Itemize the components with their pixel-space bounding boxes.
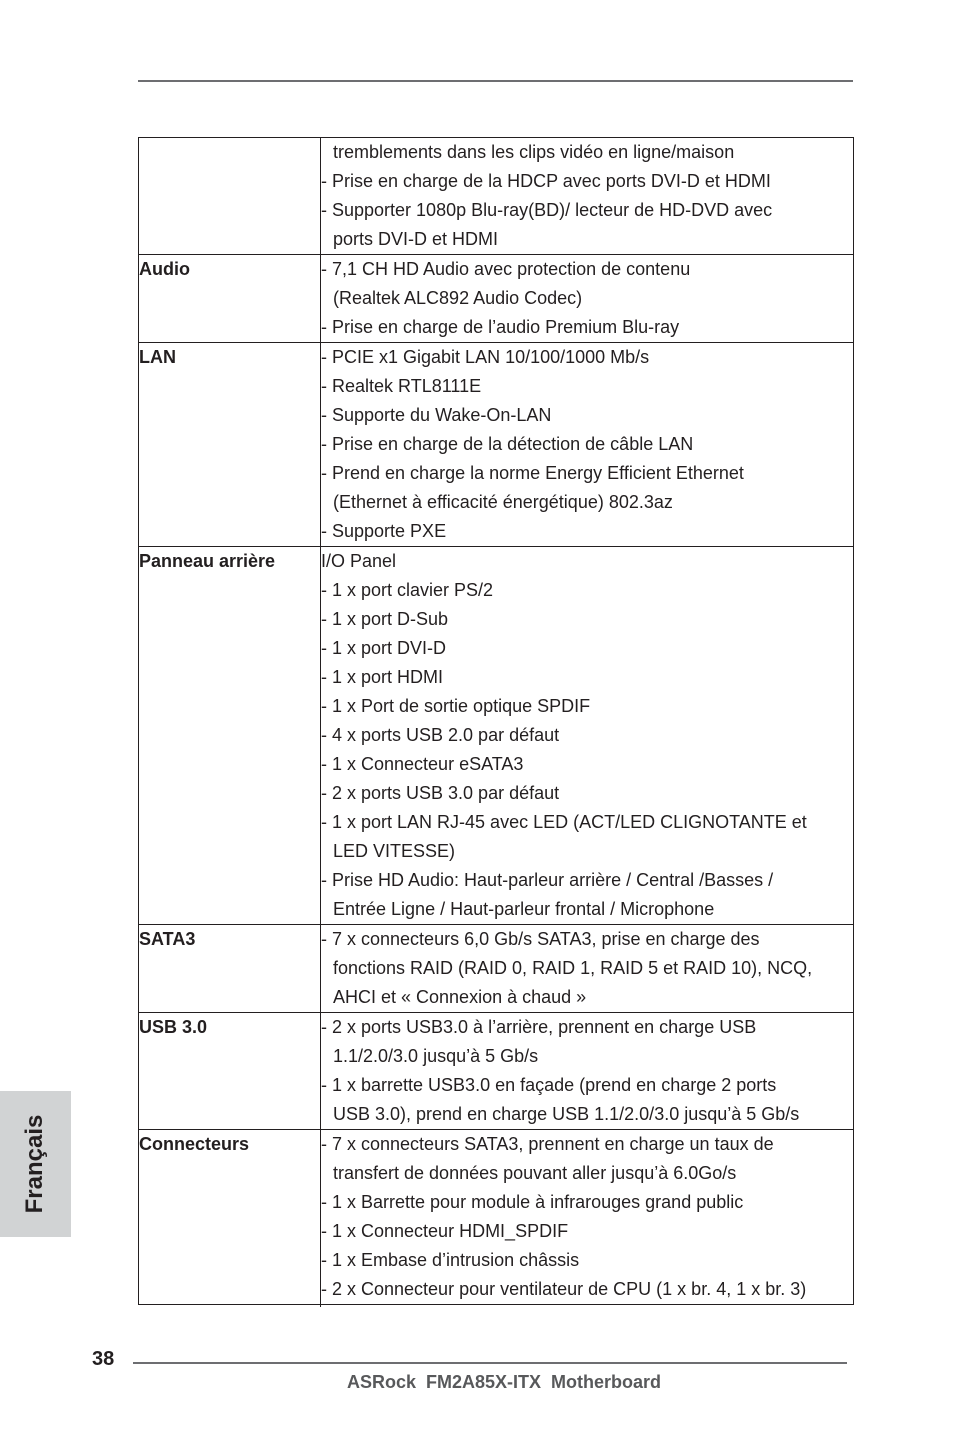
spec-line: - 1 x Port de sortie optique SPDIF <box>321 696 591 716</box>
spec-line: USB 3.0), prend en charge USB 1.1/2.0/3.0 jusqu’à 5 Gb/s <box>333 1104 800 1124</box>
spec-row-label: Panneau arrière <box>139 547 321 925</box>
footer-rule <box>133 1362 847 1364</box>
spec-line: (Realtek ALC892 Audio Codec) <box>333 288 583 308</box>
spec-line: AHCI et « Connexion à chaud » <box>333 987 587 1007</box>
spec-line: - 4 x ports USB 2.0 par défaut <box>321 725 560 745</box>
table-tail-cell <box>139 1305 321 1308</box>
spec-line: - 2 x Connecteur pour ventilateur de CPU (1 x br. 4, 1 x br. 3) <box>321 1279 807 1299</box>
header-rule <box>138 80 853 82</box>
spec-row <box>139 1130 854 1305</box>
language-tab-label: Français <box>21 1114 48 1214</box>
spec-line: - 1 x barrette USB3.0 en façade (prend en charge 2 ports <box>321 1075 777 1095</box>
spec-row <box>139 343 854 547</box>
footer-product-name: ASRock FM2A85X-ITX Motherboard <box>346 1372 662 1392</box>
spec-row-label: USB 3.0 <box>139 1013 321 1130</box>
language-tab <box>0 1091 71 1237</box>
spec-line: tremblements dans les clips vidéo en ligne/maison <box>333 142 735 162</box>
spec-row-content <box>321 547 854 925</box>
spec-line: - Realtek RTL8111E <box>321 376 482 396</box>
spec-line: - 2 x ports USB 3.0 par défaut <box>321 783 560 803</box>
spec-line: Entrée Ligne / Haut-parleur frontal / Microphone <box>333 899 715 919</box>
spec-row-content <box>321 925 854 1013</box>
spec-line: (Ethernet à efficacité énergétique) 802.3az <box>333 492 673 512</box>
spec-row-content <box>321 1130 854 1305</box>
spec-line: - 1 x port LAN RJ-45 avec LED (ACT/LED CLIGNOTANTE et <box>321 812 807 832</box>
spec-row <box>139 138 854 255</box>
spec-line: - 1 x port D-Sub <box>321 609 449 629</box>
spec-row-label: LAN <box>139 343 321 547</box>
spec-row-label <box>139 138 321 255</box>
spec-line: - 1 x Connecteur HDMI_SPDIF <box>321 1221 569 1241</box>
spec-line: - 1 x port HDMI <box>321 667 444 687</box>
spec-row-label: Audio <box>139 255 321 343</box>
spec-line: - 2 x ports USB3.0 à l’arrière, prennent en charge USB <box>321 1017 757 1037</box>
spec-row <box>139 925 854 1013</box>
page-number: 38 <box>92 1348 115 1370</box>
spec-row <box>139 1013 854 1130</box>
spec-line: I/O Panel <box>321 551 397 571</box>
spec-line: transfert de données pouvant aller jusqu’à 6.0Go/s <box>333 1163 737 1183</box>
spec-line: - Supporte PXE <box>321 521 447 541</box>
spec-row <box>139 255 854 343</box>
spec-line: - Prise en charge de la détection de câble LAN <box>321 434 694 454</box>
spec-row-content <box>321 343 854 547</box>
spec-row-label: SATA3 <box>139 925 321 1013</box>
spec-line: - 1 x Connecteur eSATA3 <box>321 754 524 774</box>
spec-line: - 7 x connecteurs SATA3, prennent en charge un taux de <box>321 1134 774 1154</box>
spec-line: LED VITESSE) <box>333 841 456 861</box>
spec-row-content <box>321 1013 854 1130</box>
spec-line: ports DVI-D et HDMI <box>333 229 499 249</box>
spec-line: - Prend en charge la norme Energy Efficient Ethernet <box>321 463 744 483</box>
spec-line: - 1 x Barrette pour module à infrarouges grand public <box>321 1192 744 1212</box>
spec-row-label: Connecteurs <box>139 1130 321 1305</box>
spec-line: - Prise en charge de la HDCP avec ports DVI-D et HDMI <box>321 171 771 191</box>
specification-table-body <box>139 138 854 1308</box>
spec-row <box>139 547 854 925</box>
spec-line: fonctions RAID (RAID 0, RAID 1, RAID 5 et RAID 10), NCQ, <box>333 958 813 978</box>
spec-line: - 1 x port DVI-D <box>321 638 447 658</box>
spec-row-content <box>321 138 854 255</box>
spec-line: - 1 x Embase d’intrusion châssis <box>321 1250 580 1270</box>
table-tail <box>139 1305 854 1308</box>
spec-line: - 7 x connecteurs 6,0 Gb/s SATA3, prise en charge des <box>321 929 760 949</box>
specification-table <box>138 137 854 1307</box>
spec-line: - Supporter 1080p Blu-ray(BD)/ lecteur de HD-DVD avec <box>321 200 773 220</box>
spec-row-content <box>321 255 854 343</box>
table-tail-cell <box>321 1305 854 1308</box>
spec-line: - Prise HD Audio: Haut-parleur arrière / Central /Basses / <box>321 870 774 890</box>
spec-line: - PCIE x1 Gigabit LAN 10/100/1000 Mb/s <box>321 347 650 367</box>
spec-line: - Supporte du Wake-On-LAN <box>321 405 552 425</box>
spec-line: - 1 x port clavier PS/2 <box>321 580 494 600</box>
spec-line: - Prise en charge de l’audio Premium Blu-ray <box>321 317 680 337</box>
spec-line: 1.1/2.0/3.0 jusqu’à 5 Gb/s <box>333 1046 539 1066</box>
spec-line: - 7,1 CH HD Audio avec protection de contenu <box>321 259 691 279</box>
